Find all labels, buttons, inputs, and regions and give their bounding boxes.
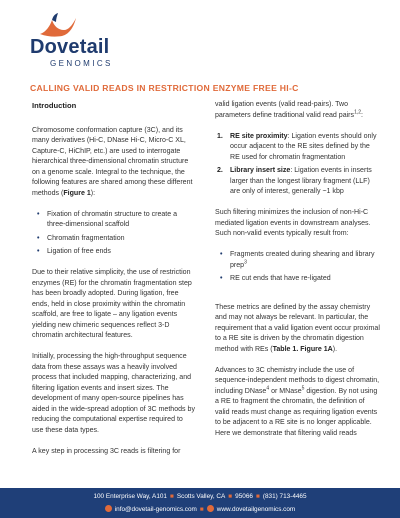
feature-list [32, 210, 196, 258]
body-paragraph: valid ligation events (valid read-pairs). Two parameters define traditional valid read pairs$^{1,2}$: [215, 101, 363, 119]
right-column [215, 100, 381, 450]
document-title: CALLING VALID READS IN RESTRICTION ENZYME FREE HI-C [30, 83, 299, 93]
dovetail-logo [26, 12, 126, 68]
logo-subtitle: GENOMICS [50, 59, 113, 68]
body-paragraph: These metrics are defined by the assay chemistry and may not always be relevant. In particular, the requirement that a valid ligation event occur proximal to a RE site is driven by the chromatin digestion method with REs (Table 1. Figure 1A). [215, 303, 380, 353]
email-icon [105, 505, 112, 512]
footer-city: Scotts Valley, CA [176, 493, 226, 500]
list-item: 2. Library insert size: Ligation events in inserts larger than the longest library fragment (LLF) are only of interest, generally ~1 kbp [217, 167, 372, 195]
footer [0, 488, 400, 518]
list-item: • RE cut ends that have re-ligated [215, 274, 381, 285]
footer-email-link[interactable]: info@dovetail-genomics.com [114, 506, 197, 513]
logo-name: Dovetail [30, 36, 110, 58]
list-item: 1. RE site proximity: Ligation events should only occur adjacent to the RE sites defined by the RE used for chromatin fragmentation [217, 132, 377, 161]
criteria-list [215, 132, 381, 198]
list-item: • Chromatin fragmentation [32, 234, 196, 245]
footer-zip: 95066 [235, 493, 253, 500]
list-item: • Ligation of free ends [32, 247, 196, 258]
intro-paragraph: Chromosome conformation capture (3C), and its many derivatives (Hi-C, DNase Hi-C, Micro-C XL, Capture-C, HiChIP, etc.) are used to interrogate hierarchical three-dimensional chromatin structure on a genome scale. Integral to the technique, the following features are shared among these different methods (Figure 1): [32, 126, 193, 197]
footer-address: 100 Enterprise Way, A101 [93, 493, 167, 500]
list-item: • Fixation of chromatin structure to create a three-dimensional scaffold [32, 210, 196, 231]
body-paragraph: Advances to 3C chemistry include the use of sequence-independent methods to digest chromatin, including DNase$^4$ or MNase$^5$ digestion. By not using a RE to fragment the chromatin, the definition of valid reads must change as requiring ligation events to be adjacent to a RE site is no longer applicable. Here we demonstrate that filtering valid reads [215, 366, 380, 437]
body-paragraph: Initially, processing the high-throughput sequence data from these assays was a heavily involved process that included mapping, characterizing, and filtering ligation events and insert sizes. The development of many open-source pipelines has aided in the wide-spread adoption of 3C methods by reducing the computational expertise required to use these data types. [32, 353, 195, 434]
separator-icon: ■ [255, 493, 260, 500]
intro-heading: Introduction [32, 101, 77, 110]
separator-icon: ■ [170, 493, 174, 500]
body-paragraph: Due to their relative simplicity, the use of restriction enzymes (RE) for the chromatin fragmentation step has been broadly adopted. During ligation, free ends, held in close proximity within the chromatin scaffold, are free to ligate – any ligation events yielding new chimeric sequences reflect 3-D chromatin architectural features. [32, 269, 192, 339]
list-item: • Fragments created during shearing and library prep$^3$ [215, 250, 381, 271]
body-paragraph: A key step in processing 3C reads is filtering for [32, 447, 181, 455]
non-valid-list [215, 250, 381, 285]
globe-icon [207, 505, 214, 512]
footer-phone: (831) 713-4465 [262, 493, 307, 500]
separator-icon: ■ [199, 506, 204, 513]
separator-icon: ■ [228, 493, 233, 500]
body-paragraph: Such filtering minimizes the inclusion of non-Hi-C mediated ligation events in downstream analyses. Such non-valid events typically result from: [215, 209, 371, 237]
left-column [32, 101, 196, 468]
footer-address-row [0, 493, 400, 500]
footer-website-link[interactable]: www.dovetailgenomics.com [216, 506, 296, 513]
footer-contact-row [0, 505, 400, 513]
